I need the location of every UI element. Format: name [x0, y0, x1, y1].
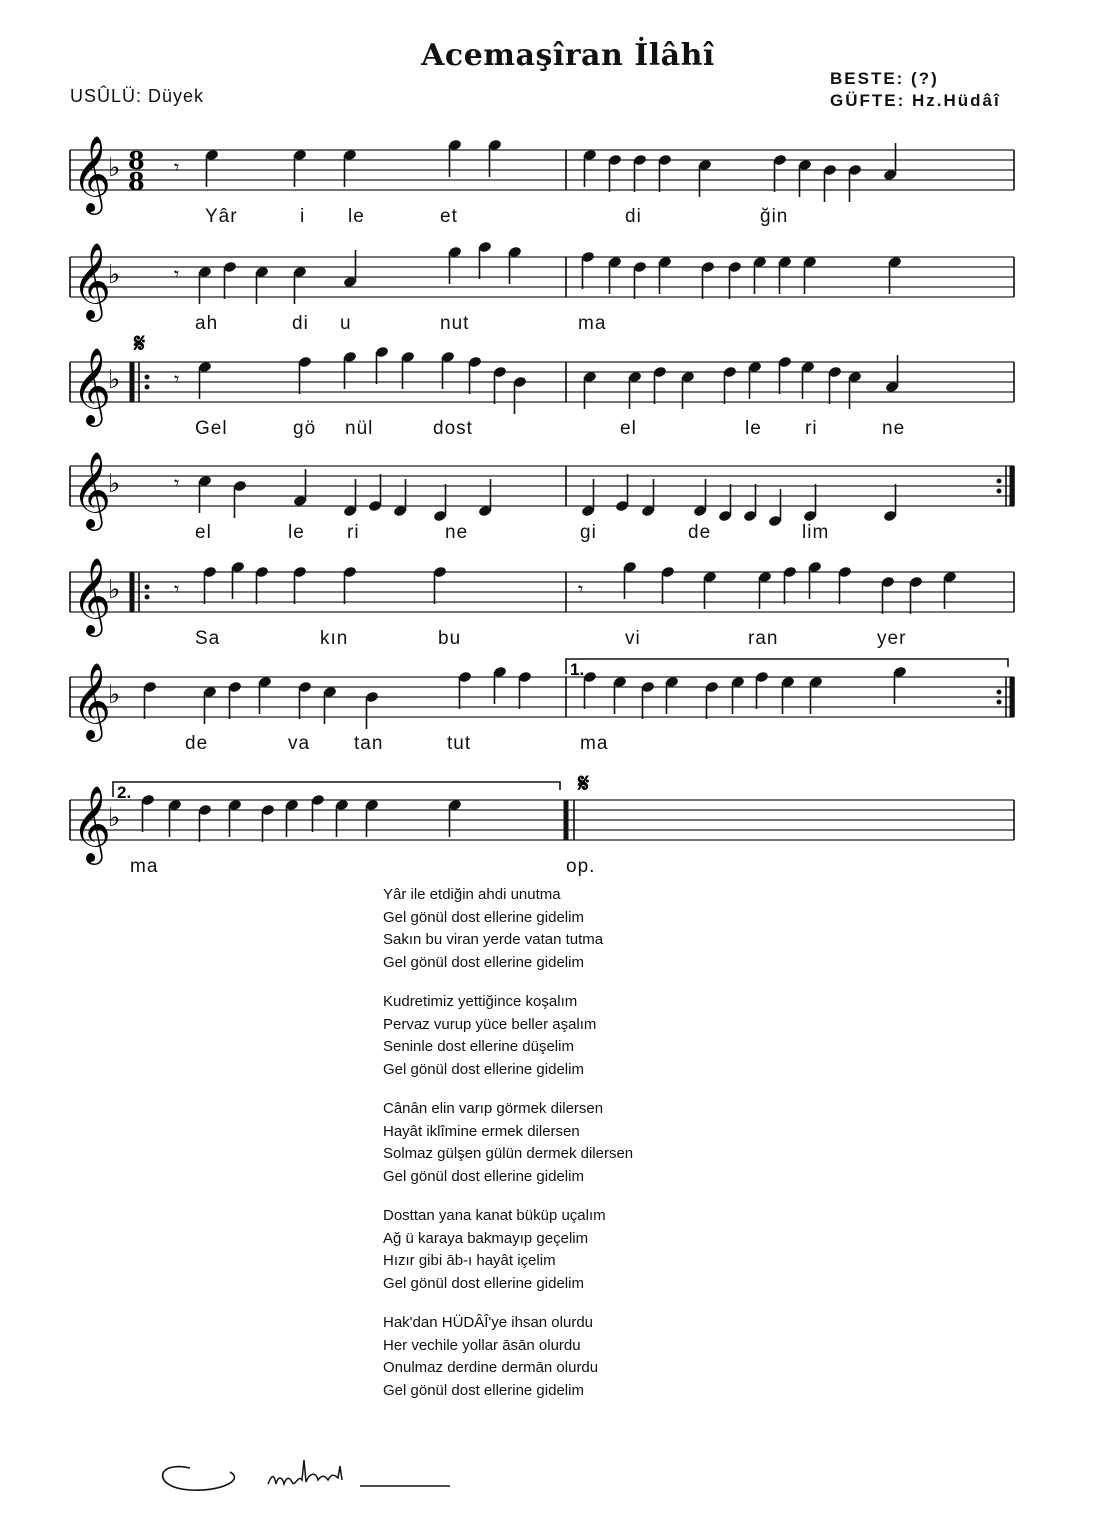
composer-label: BESTE: (?): [830, 69, 939, 88]
lyric-syllable: ma: [580, 733, 609, 754]
lyric-syllable: ma: [130, 856, 159, 877]
lyric-syllable: de: [185, 733, 209, 754]
lyric-syllable: ran: [748, 628, 779, 649]
treble-clef-icon: 𝄞: [72, 662, 112, 739]
flat-icon: ♭: [108, 575, 121, 605]
eighth-rest-icon: 𝄾: [578, 577, 584, 601]
verse-line: Gel gönül dost ellerine gidelim: [383, 953, 584, 971]
eighth-rest-icon: 𝄾: [174, 262, 180, 286]
flat-icon: ♭: [108, 260, 121, 290]
lyric-syllable: ne: [882, 418, 906, 439]
lyricist-label: GÜFTE: Hz.Hüdâî: [830, 91, 1001, 110]
lyric-syllable: tut: [447, 733, 472, 754]
lyric-syllable: gö: [293, 418, 317, 439]
staff-4: [70, 451, 1014, 543]
volta-2-label: 2.: [117, 783, 132, 802]
stanza-5: [383, 1312, 633, 1402]
stanza-4: [383, 1205, 633, 1295]
segno-icon: 𝄋: [134, 329, 146, 359]
lyric-syllable: lim: [802, 522, 830, 543]
volta-1-label: 1.: [570, 660, 585, 679]
verse-line: Ağ ü karaya bakmayıp geçelim: [383, 1229, 589, 1247]
verse-line: Seninle dost ellerine düşelim: [383, 1038, 574, 1055]
lyric-syllable: dost: [433, 418, 473, 439]
eighth-rest-icon: 𝄾: [174, 471, 180, 495]
lyric-syllable: el: [620, 418, 637, 439]
verse-line: Yâr ile etdiğin ahdi unutma: [383, 886, 561, 903]
verse-line: Cânân elin varıp görmek dilersen: [383, 1100, 604, 1117]
treble-clef-icon: 𝄞: [72, 347, 112, 424]
lyric-syllable: op.: [566, 856, 596, 877]
verse-line: Hayât iklîmine ermek dilersen: [383, 1122, 580, 1140]
verse-line: Gel gönül dost ellerine gidelim: [383, 1060, 584, 1078]
staff-7: [70, 769, 1014, 877]
lyric-syllable: le: [348, 206, 365, 227]
lyric-syllable: Yâr: [205, 206, 238, 227]
repeat-dot: [997, 700, 1002, 705]
stanza-3: [383, 1098, 633, 1188]
treble-clef-icon: 𝄞: [72, 451, 112, 528]
page-title: Acemaşîran İlâhî: [421, 38, 715, 73]
lyric-syllable: de: [688, 522, 712, 543]
usul-label: USÛLÜ: Düyek: [70, 86, 205, 106]
volta-bracket: [566, 659, 1008, 674]
lyric-syllable: tan: [354, 733, 384, 754]
flat-icon: ♭: [108, 803, 121, 833]
lyric-syllable: va: [288, 733, 311, 754]
treble-clef-icon: 𝄞: [72, 135, 112, 212]
stanza-1: [383, 884, 633, 974]
verse-line: Pervaz vurup yüce beller aşalım: [383, 1015, 597, 1033]
verse-line: Gel gönül dost ellerine gidelim: [383, 1274, 584, 1292]
repeat-dot: [997, 489, 1002, 494]
lyric-syllable: bu: [438, 628, 462, 649]
verse-line: Gel gönül dost ellerine gidelim: [383, 1167, 584, 1185]
lyric-syllable: ri: [347, 522, 360, 543]
flat-icon: ♭: [108, 153, 121, 183]
lyric-syllable: vi: [625, 628, 641, 649]
lyric-syllable: et: [440, 206, 458, 227]
lyric-syllable: di: [625, 206, 642, 227]
repeat-dot: [145, 385, 150, 390]
verse-line: Sakın bu viran yerde vatan tutma: [383, 931, 604, 948]
time-signature-bottom: 8: [128, 167, 145, 196]
lyric-syllable: Sa: [195, 628, 221, 649]
lyric-syllable: ah: [195, 313, 219, 334]
lyric-syllable: le: [288, 522, 305, 543]
treble-clef-icon: 𝄞: [72, 242, 112, 319]
treble-clef-icon: 𝄞: [72, 785, 112, 862]
lyric-syllable: ğin: [760, 206, 789, 227]
verse-line: Onulmaz derdine dermān olurdu: [383, 1359, 599, 1376]
verse-line: Her vechile yollar āsān olurdu: [383, 1336, 581, 1354]
segno-icon: 𝄋: [578, 769, 590, 799]
staff-5: [70, 557, 1014, 649]
lyric-syllable: yer: [877, 628, 907, 649]
lyrics-text: [383, 884, 633, 1419]
repeat-dot: [145, 595, 150, 600]
eighth-rest-icon: 𝄾: [174, 367, 180, 391]
verse-line: Hızır gibi āb-ı hayât içelim: [383, 1252, 556, 1269]
lyric-syllable: di: [292, 313, 309, 334]
lyric-syllable: kın: [320, 628, 349, 649]
repeat-dot: [145, 585, 150, 590]
stanza-2: [383, 991, 633, 1081]
verse-line: Solmaz gülşen gülün dermek dilersen: [383, 1145, 634, 1162]
verse-line: Hak'dan HÜDÂÎ'ye ihsan olurdu: [383, 1314, 593, 1331]
lyric-syllable: le: [745, 418, 762, 439]
flat-icon: ♭: [108, 680, 121, 710]
eighth-rest-icon: 𝄾: [174, 155, 180, 179]
lyric-syllable: ri: [805, 418, 818, 439]
repeat-dot: [997, 479, 1002, 484]
flat-icon: ♭: [108, 469, 121, 499]
lyric-syllable: gi: [580, 522, 597, 543]
treble-clef-icon: 𝄞: [72, 557, 112, 634]
lyric-syllable: i: [300, 206, 306, 227]
time-signature-top: 8: [128, 146, 145, 175]
eighth-rest-icon: 𝄾: [174, 577, 180, 601]
flat-icon: ♭: [108, 365, 121, 395]
lyric-syllable: u: [340, 313, 352, 334]
staff-2: [70, 241, 1014, 334]
lyric-syllable: el: [195, 522, 212, 543]
staff-1: [70, 135, 1014, 227]
lyric-syllable: ma: [578, 313, 607, 334]
lyric-syllable: ne: [445, 522, 469, 543]
staff-3: [70, 329, 1014, 439]
lyric-syllable: nut: [440, 313, 470, 334]
verse-line: Gel gönül dost ellerine gidelim: [383, 908, 584, 926]
lyric-syllable: Gel: [195, 418, 228, 439]
repeat-dot: [997, 690, 1002, 695]
volta-bracket: [113, 782, 560, 797]
verse-line: Gel gönül dost ellerine gidelim: [383, 1381, 584, 1399]
lyric-syllable: nül: [345, 418, 374, 439]
verse-line: Kudretimiz yettiğince koşalım: [383, 993, 578, 1010]
signature: [150, 1450, 470, 1500]
staff-6: [70, 659, 1014, 754]
repeat-dot: [145, 375, 150, 380]
verse-line: Dosttan yana kanat büküp uçalım: [383, 1207, 606, 1224]
